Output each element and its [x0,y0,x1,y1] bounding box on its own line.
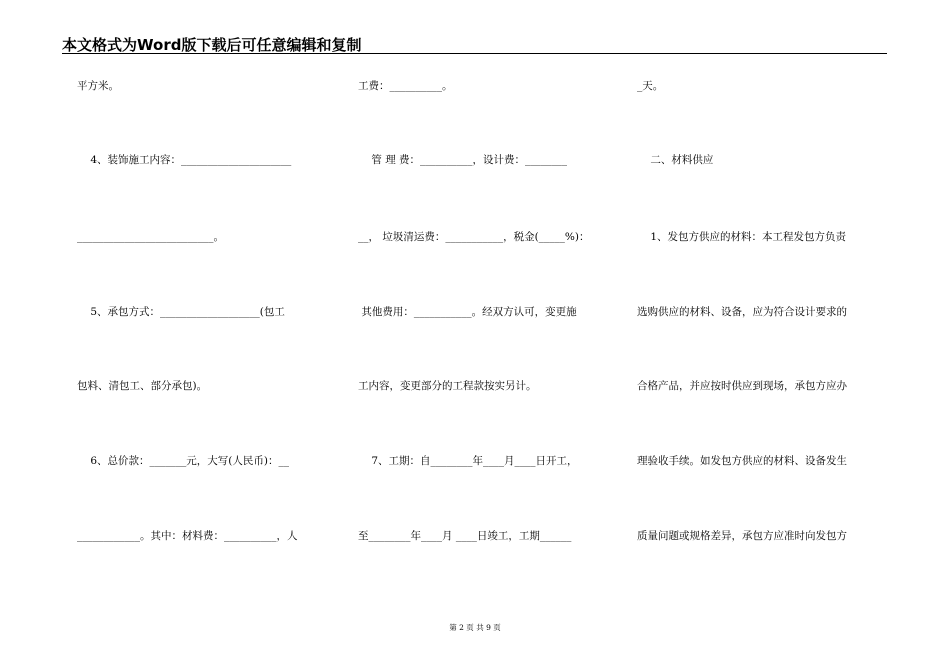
text-line: 管 理 费：__________，设计费：________ [358,154,568,166]
text-line: 工内容，变更部分的工程款按实另计。 [358,380,537,392]
text-line: 6、总价款：_______元，大写(人民币)：__ [77,455,289,467]
text-line: 4、装饰施工内容：_____________________ [77,154,292,166]
text-line: 至________年____月 ____日竣工，工期______ [358,530,572,542]
text-column-2 [358,0,618,672]
text-line: __， 垃圾清运费：___________，税金(_____%)： [358,231,590,243]
text-line: 二、材料供应 [637,154,714,166]
text-line: _天。 [637,80,664,92]
text-line: 1、发包方供应的材料：本工程发包方负责 [637,231,847,243]
page-number: 第 2 页 共 9 页 [449,623,501,632]
text-line: 平方米。 [77,80,119,92]
text-column-1 [77,0,327,672]
text-line: 质量问题或规格差异，承包方应准时向发包方 [637,530,847,542]
text-line: ____________。其中：材料费：__________，人 [77,530,298,542]
page-header-title: 本文格式为Word版下载后可任意编辑和复制 [62,36,362,54]
text-line: __________________________。 [77,231,224,243]
text-line: 合格产品，并应按时供应到现场，承包方应办 [637,380,847,392]
text-line: 选购供应的材料、设备，应为符合设计要求的 [637,306,847,318]
text-line: 其他费用：___________。经双方认可，变更施 [358,306,577,318]
text-column-3 [637,0,887,672]
text-line: 7、工期：自________年____月____日开工， [358,455,578,467]
text-line: 5、承包方式：___________________(包工 [77,306,285,318]
text-line: 理验收手续。如发包方供应的材料、设备发生 [637,455,847,467]
text-line: 工费：__________。 [358,80,453,92]
text-line: 包料、清包工、部分承包)。 [77,380,208,392]
